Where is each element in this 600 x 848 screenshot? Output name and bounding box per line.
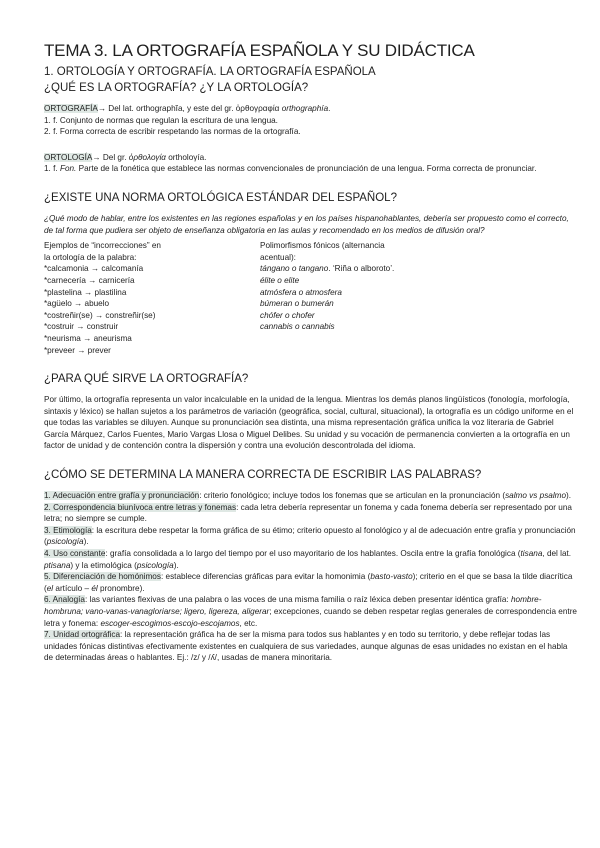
list-item: chófer o chofer	[260, 310, 315, 320]
criterion-2: 2. Correspondencia biunívoca entre letras y fonemas: cada letra debería representar un fonema y cada fonema debería ser representado por una letra; no siempre se cumple.	[44, 502, 572, 524]
ortografia-def-2: 2. f. Forma correcta de escribir respetando las normas de la ortografía.	[44, 127, 301, 137]
list-item: *costreñir(se) → constreñir(se)	[44, 310, 156, 320]
question-heading: ¿CÓMO SE DETERMINA LA MANERA CORRECTA DE ESCRIBIR LAS PALABRAS?	[44, 469, 482, 482]
list-item: *preveer → prever	[44, 345, 111, 355]
section-heading: 1. ORTOLOGÍA Y ORTOGRAFÍA. LA ORTOGRAFÍA ESPAÑOLA	[44, 66, 376, 78]
criterion-6: 6. Analogía: las variantes flexivas de una palabra o las voces de una misma familia o raíz léxica deben presentar idéntica grafía: hombre-hombruna; vano-vanas-vanagloriarse; ligero, ligereza, aligerar; excepciones, cuando se deben respetar reglas generales de correspondencia entre letra y fonema: escoger-escogimos-escojo-escojamos, etc.	[44, 595, 577, 628]
examples-grid	[44, 240, 578, 356]
criterion-1: 1. Adecuación entre grafía y pronunciación: criterio fonológico; incluye todos los fonemas que se articulan en la pronunciación (salmo vs psalmo).	[44, 491, 572, 501]
list-item: *carnecería → carnicería	[44, 275, 135, 285]
list-item: *plastelina → plastilina	[44, 287, 127, 297]
question-heading: ¿EXISTE UNA NORMA ORTOLÓGICA ESTÁNDAR DEL ESPAÑOL?	[44, 191, 397, 204]
list-item: tángano o tangano. ‘Riña o alboroto’.	[260, 264, 395, 274]
criterion-3: 3. Etimología: la escritura debe respetar la forma gráfica de su étimo; criterio opuesto al fonológico y al de adecuación entre grafía y pronunciación (psicología).	[44, 525, 576, 547]
list-item: *calcamonia → calcomanía	[44, 264, 144, 274]
question-heading: ¿PARA QUÉ SIRVE LA ORTOGRAFÍA?	[44, 373, 249, 386]
ortologia-def: 1. f. Fon. Parte de la fonética que establece las normas convencionales de pronunciación de una lengua. Forma correcta de pronunciar.	[44, 164, 537, 174]
list-item: *neurisma → aneurisma	[44, 333, 132, 343]
page-title: TEMA 3. LA ORTOGRAFÍA ESPAÑOLA Y SU DIDÁCTICA	[44, 41, 475, 60]
criterion-7: 7. Unidad ortográfica: la representación gráfica ha de ser la misma para todos sus hablantes y en todo su territorio, y debe reflejar todas las unidades fónicas distintivas efectivamente existentes en cualquiera de sus variedades, aunque algunas de esas unidades no existan en el habla de determinadas áreas o hablantes. Ej.: /z/ y /ʎ/, usadas de manera minoritaria.	[44, 630, 568, 663]
list-item: cannabis o cannabis	[260, 322, 335, 332]
question-heading: ¿QUÉ ES LA ORTOGRAFÍA? ¿Y LA ORTOLOGÍA?	[44, 82, 309, 94]
list-item: *costruir → construir	[44, 322, 119, 332]
list-item: atmósfera o atmosfera	[260, 287, 342, 297]
question-intro: ¿Qué modo de hablar, entre los existentes en las regiones españolas y en los países hispanohablantes, debería ser propuesto como el correcto, de tal forma que pudiera ser objeto de enseñanza obligatoria en las aulas y recomendado en los medios de difusión oral?	[44, 213, 569, 235]
examples-left-column: Ejemplos de “incorrecciones” en la ortología de la palabra: *calcamonia → calcomanía *carnecería → carnicería *plastelina → plastilina *agüelo → abuelo *costreñir(se) → constreñir(se) *costruir → construir *neurisma → aneurisma *preveer → prever	[44, 240, 260, 356]
ortografia-def-1: 1. f. Conjunto de normas que regulan la escritura de una lengua.	[44, 115, 278, 125]
paragraph: Por último, la ortografía representa un valor incalculable en la unidad de la lengua. Mientras los demás planos lingüísticos (fonología, morfología, sintaxis y léxico) se hallan sujetos a los parámetros de variación (geográfica, social, cultural, situacional), la ortografía es un código uniforme en el que todas las variables se diluyen. Aunque su pronunciación sea distinta, una misma representación gráfica unifica la voz literaria de Gabriel García Márquez, Carlos Fuentes, Mario Vargas Llosa o Miguel Delibes. Su unidad y su vocación de permanencia convierten a la ortografía en un factor de unidad y de contención contra la dispersión y contra una evolución descontrolada del idioma.	[44, 395, 574, 451]
ortologia-term: ORTOLOGÍA	[44, 152, 93, 162]
list-item: búmeran o bumerán	[260, 299, 334, 309]
criterion-5: 5. Diferenciación de homónimos: establece diferencias gráficas para evitar la homonimia (basto-vasto); criterio en el que se basa la tilde diacrítica (el artículo – él pronombre).	[44, 572, 573, 593]
ortologia-etymology: ORTOLOGÍA→ Del gr. ὀρθολογία ortholoγía.	[44, 152, 207, 162]
ortografia-term: ORTOGRAFÍA	[44, 104, 98, 113]
ortografia-etymology: ORTOGRAFÍA→ Del lat. orthographĭa, y este del gr. ὀρθογραφία orthographía.	[44, 104, 331, 113]
list-item: *agüelo → abuelo	[44, 299, 110, 309]
list-item: élite o elite	[260, 275, 300, 285]
examples-right-column: Polimorfismos fónicos (alternancia acentual): tángano o tangano. ‘Riña o alboroto’. élite o elite atmósfera o atmosfera búmeran o bumerán chófer o chofer cannabis o cannabis	[260, 240, 480, 356]
criterion-4: 4. Uso constante: grafía consolidada a lo largo del tiempo por el uso mayoritario de los hablantes. Oscila entre la grafía fonológica (tisana, del lat. ptisana) y la etimológica (psicología).	[44, 549, 572, 570]
